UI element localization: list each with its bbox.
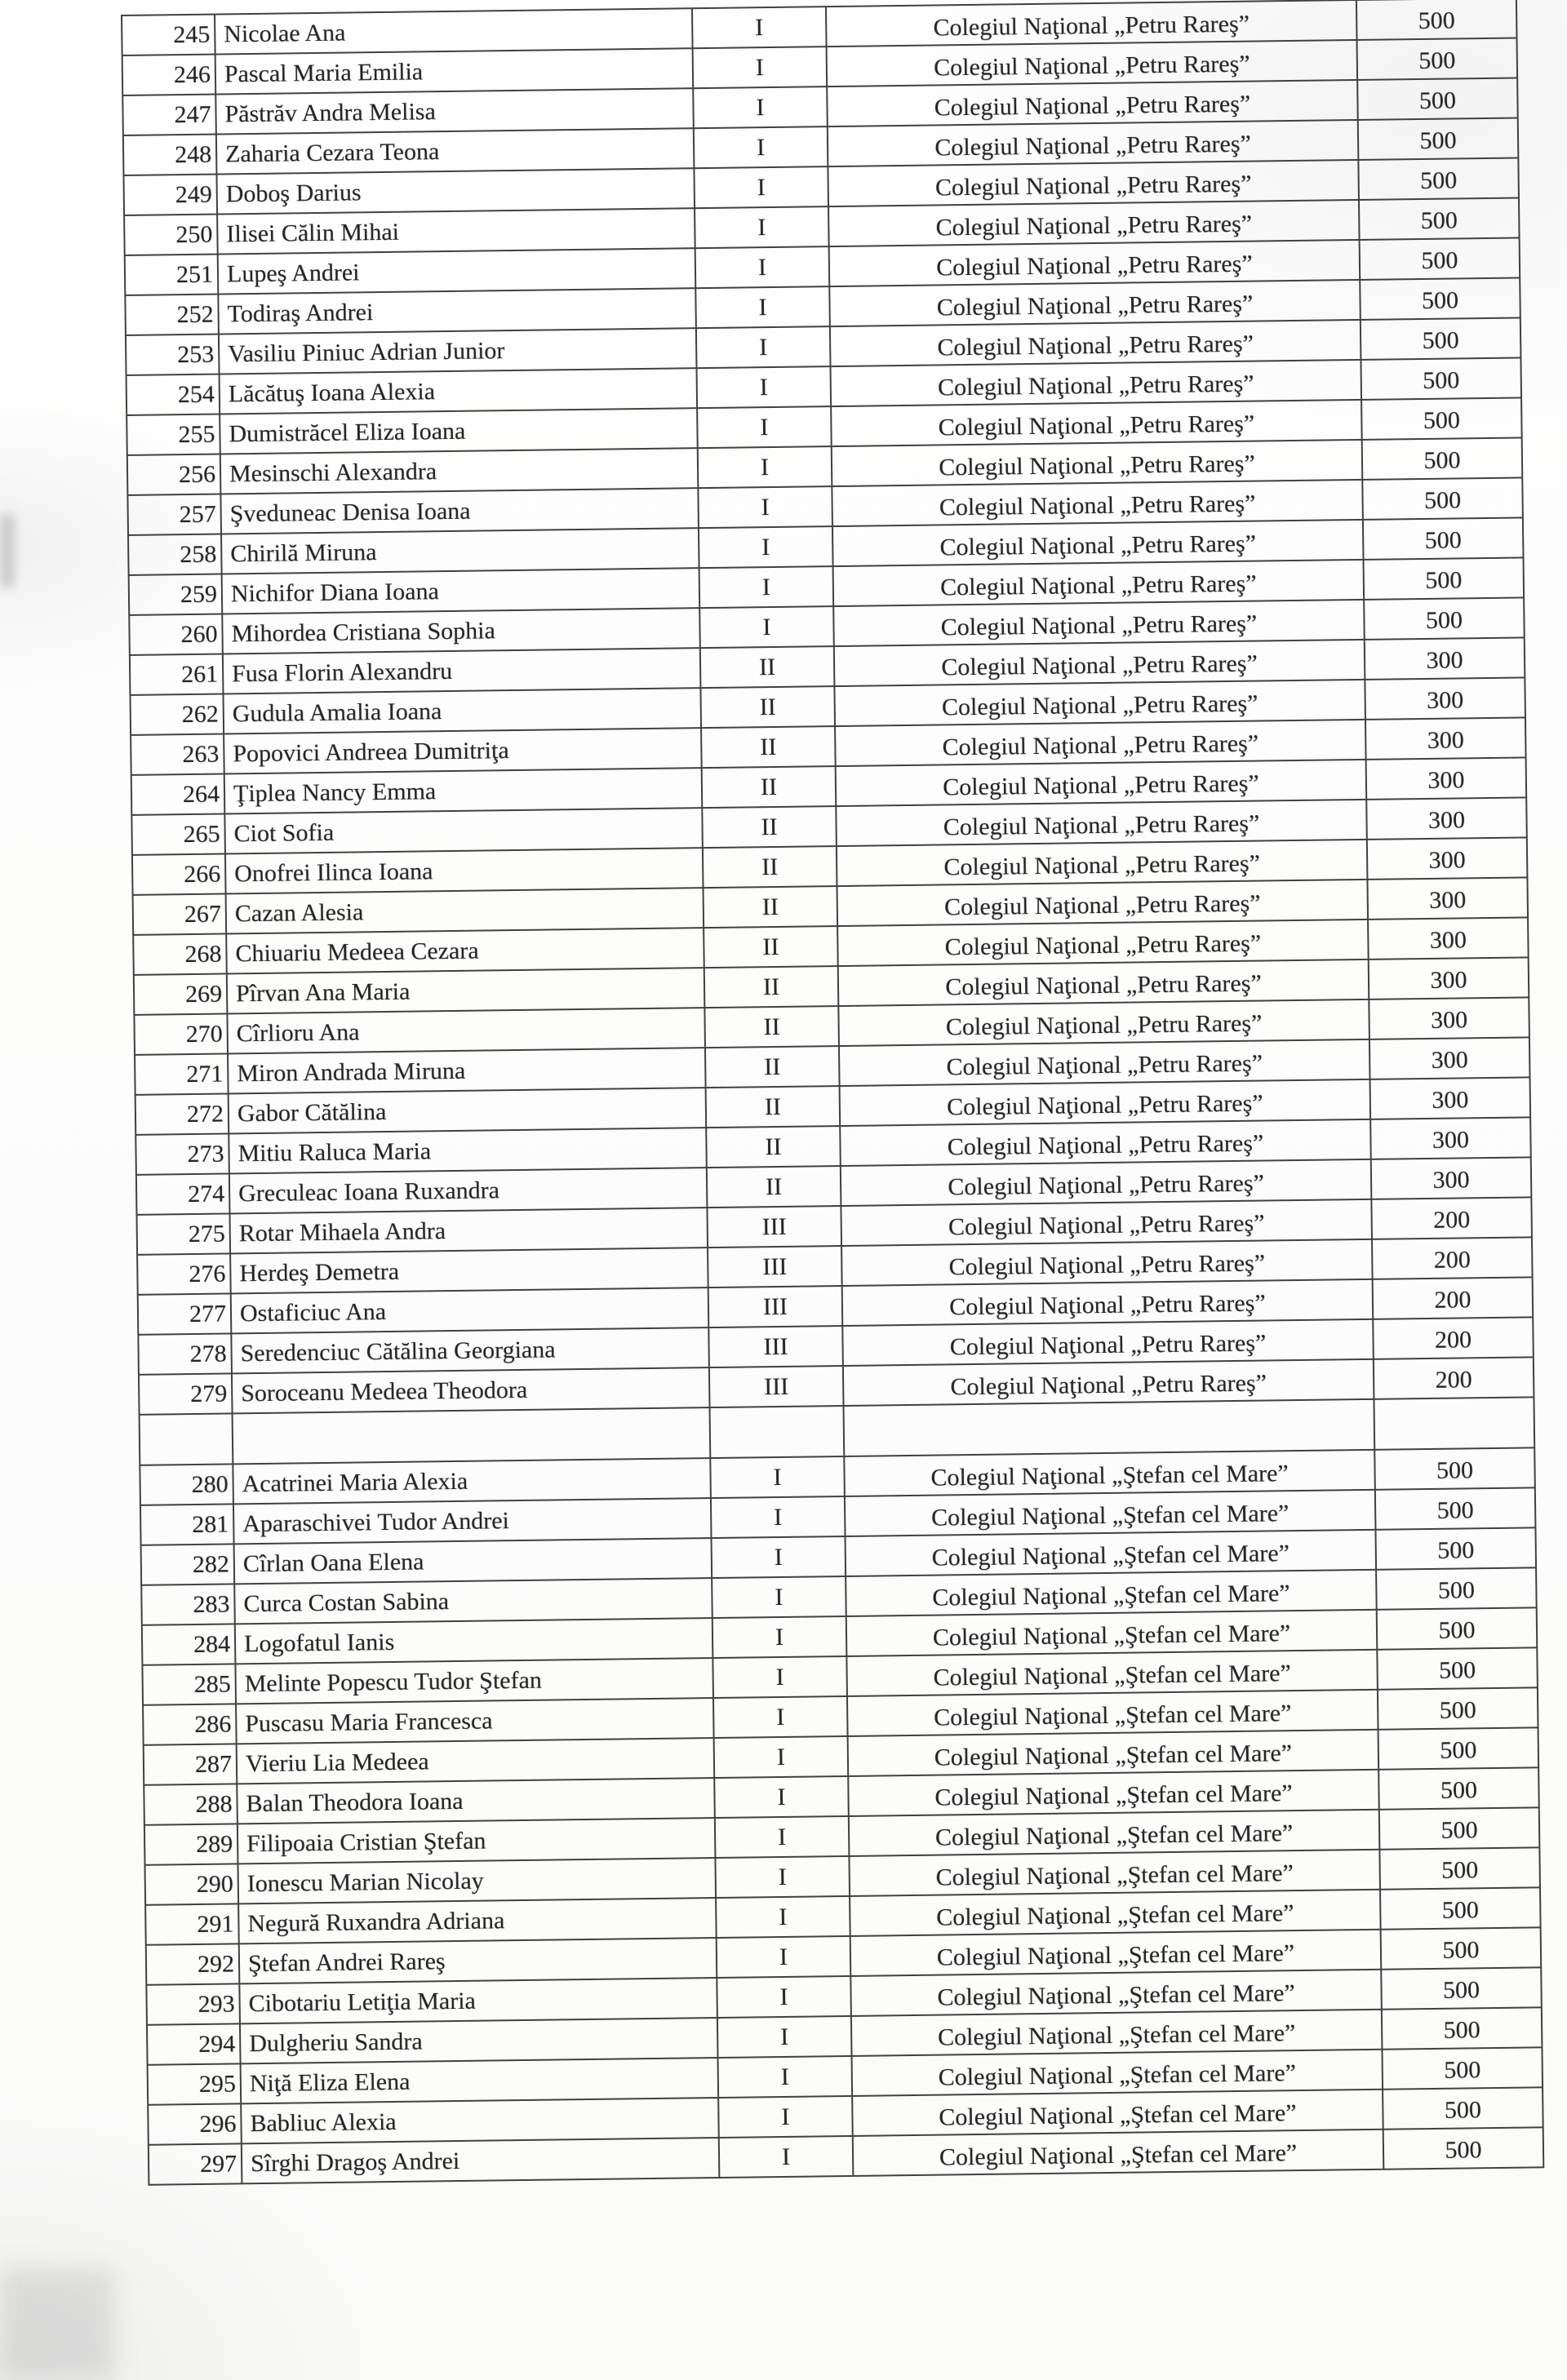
row-number-cell: 268 <box>133 933 227 974</box>
category-cell: II <box>700 646 835 688</box>
school-cell: Colegiul Naţional „Petru Rareş” <box>828 160 1359 206</box>
row-number-cell: 288 <box>144 1784 237 1824</box>
row-number-cell: 285 <box>142 1664 236 1704</box>
category-cell: II <box>704 966 839 1008</box>
category-cell: II <box>702 806 837 848</box>
row-number-cell: 263 <box>131 734 224 774</box>
category-cell: I <box>715 1816 850 1858</box>
student-name-cell: Melinte Popescu Tudor Ştefan <box>235 1658 713 1704</box>
student-name-cell: Acatrinei Maria Alexia <box>233 1458 711 1504</box>
row-number-cell: 251 <box>125 255 219 295</box>
student-name-cell: Babliuc Alexia <box>241 2098 719 2143</box>
category-cell: I <box>694 126 828 168</box>
category-cell: I <box>712 1616 847 1658</box>
category-cell: I <box>710 1456 845 1498</box>
student-name-cell: Aparaschivei Tudor Andrei <box>233 1498 712 1544</box>
category-cell: I <box>696 366 831 408</box>
school-cell: Colegiul Naţional „Petru Rareş” <box>841 1199 1372 1246</box>
amount-cell: 300 <box>1366 797 1527 839</box>
school-cell: Colegiul Naţional „Petru Rareş” <box>826 0 1357 47</box>
school-cell: Colegiul Naţional „Ştefan cel Mare” <box>847 1690 1378 1736</box>
amount-cell: 500 <box>1381 1967 1542 2009</box>
row-number-cell: 286 <box>143 1704 237 1744</box>
category-cell: III <box>708 1286 843 1327</box>
row-number-cell: 295 <box>148 2063 242 2104</box>
amount-cell: 500 <box>1364 557 1525 599</box>
scan-smudge <box>0 2268 114 2380</box>
student-name-cell: Pîrvan Ana Maria <box>227 968 705 1013</box>
row-number-cell: 294 <box>147 2023 241 2064</box>
amount-cell: 300 <box>1369 1037 1530 1079</box>
amount-cell: 500 <box>1375 1487 1536 1529</box>
row-number-cell: 254 <box>127 375 220 415</box>
row-number-cell: 282 <box>141 1544 235 1584</box>
row-number-cell: 289 <box>144 1824 238 1864</box>
school-cell: Colegiul Naţional „Petru Rareş” <box>832 520 1364 566</box>
student-name-cell: Rotar Mihaela Andra <box>229 1208 708 1253</box>
amount-cell: 300 <box>1366 757 1527 799</box>
amount-cell: 500 <box>1358 118 1519 160</box>
school-cell: Colegiul Naţional „Petru Rareş” <box>830 360 1361 406</box>
amount-cell: 500 <box>1361 317 1521 359</box>
school-cell: Colegiul Naţional „Petru Rareş” <box>841 1159 1372 1206</box>
row-number-cell: 265 <box>131 813 225 854</box>
student-name-cell: Păstrăv Andra Melisa <box>215 88 694 134</box>
student-name-cell: Gabor Cătălina <box>229 1088 707 1133</box>
amount-cell: 200 <box>1373 1277 1534 1319</box>
category-cell: I <box>695 246 830 288</box>
row-number-cell: 279 <box>139 1373 233 1414</box>
school-cell: Colegiul Naţional „Petru Rareş” <box>837 880 1368 926</box>
row-number-cell: 275 <box>136 1213 230 1254</box>
student-name-cell: Curca Costan Sabina <box>234 1578 712 1624</box>
scholarship-table <box>121 0 1544 2186</box>
student-name-cell: Chiuariu Medeea Cezara <box>226 928 704 973</box>
amount-cell: 500 <box>1378 1767 1539 1809</box>
amount-cell: 500 <box>1358 157 1519 199</box>
school-cell: Colegiul Naţional „Petru Rareş” <box>842 1279 1374 1326</box>
school-cell: Colegiul Naţional „Petru Rareş” <box>827 40 1358 86</box>
student-name-cell: Ostaficiuc Ana <box>231 1288 709 1333</box>
student-name-cell: Mihordea Cristiana Sophia <box>222 608 700 654</box>
student-name-cell: Vasiliu Piniuc Adrian Junior <box>219 328 697 374</box>
amount-cell: 500 <box>1379 1807 1540 1849</box>
row-number-cell: 252 <box>125 295 219 335</box>
school-cell: Colegiul Naţional „Ştefan cel Mare” <box>849 1850 1380 1896</box>
student-name-cell: Gudula Amalia Ioana <box>223 688 701 734</box>
student-name-cell: Balan Theodora Ioana <box>237 1778 715 1824</box>
school-cell: Colegiul Naţional „Petru Rareş” <box>834 680 1365 726</box>
amount-cell: 500 <box>1361 357 1521 399</box>
school-cell: Colegiul Naţional „Petru Rareş” <box>843 1359 1374 1406</box>
category-cell: I <box>693 47 828 88</box>
school-cell: Colegiul Naţional „Petru Rareş” <box>832 440 1363 486</box>
student-name-cell: Şveduneac Denisa Ioana <box>220 488 699 534</box>
category-cell: I <box>699 526 833 568</box>
amount-cell: 500 <box>1382 2047 1543 2089</box>
amount-cell: 500 <box>1381 1927 1542 1969</box>
amount-cell: 500 <box>1377 1647 1538 1689</box>
amount-cell: 300 <box>1369 957 1529 999</box>
student-name-cell: Sîrghi Dragoş Andrei <box>242 2138 720 2183</box>
category-cell: III <box>707 1206 841 1248</box>
category-cell: I <box>717 1976 851 2018</box>
category-cell: I <box>714 1736 849 1778</box>
row-number-cell: 272 <box>135 1093 229 1134</box>
row-number-cell: 274 <box>136 1173 230 1214</box>
category-cell: II <box>705 1046 840 1088</box>
student-name-cell: Seredenciuc Cătălina Georgiana <box>231 1327 709 1373</box>
category-cell: II <box>704 926 838 968</box>
category-cell: I <box>698 446 832 488</box>
category-cell: I <box>696 326 831 368</box>
category-cell: I <box>698 486 832 528</box>
school-cell: Colegiul Naţional „Petru Rareş” <box>840 1119 1371 1166</box>
school-cell: Colegiul Naţional „Petru Rareş” <box>833 600 1365 646</box>
amount-cell: 200 <box>1373 1317 1534 1358</box>
category-cell: III <box>708 1246 842 1288</box>
category-cell: I <box>695 286 830 328</box>
category-cell: I <box>718 2096 853 2138</box>
student-name-cell: Ţiplea Nancy Emma <box>224 768 703 813</box>
amount-cell: 500 <box>1360 237 1520 279</box>
category-cell: II <box>707 1166 841 1208</box>
amount-cell: 300 <box>1368 917 1529 959</box>
student-name-cell: Cibotariu Letiţia Maria <box>239 1978 717 2023</box>
student-name-cell: Nichifor Diana Ioana <box>222 568 700 614</box>
student-name-cell: Dulgheriu Sandra <box>240 2018 718 2063</box>
student-name-cell: Chirilă Miruna <box>221 528 699 574</box>
student-name-cell: Greculeac Ioana Ruxandra <box>229 1168 708 1213</box>
student-name-cell: Filipoaia Cristian Ştefan <box>237 1818 716 1864</box>
student-name-cell: Cazan Alesia <box>226 888 704 933</box>
school-cell: Colegiul Naţional „Ştefan cel Mare” <box>852 2050 1383 2096</box>
student-name-cell: Niţă Eliza Elena <box>241 2058 719 2103</box>
student-name-cell: Ionescu Marian Nicolay <box>237 1858 716 1904</box>
amount-cell: 500 <box>1378 1687 1538 1729</box>
amount-cell <box>1374 1397 1534 1449</box>
row-number-cell: 246 <box>122 55 216 95</box>
amount-cell: 300 <box>1365 717 1526 759</box>
student-name-cell: Ciot Sofia <box>224 808 703 853</box>
amount-cell: 500 <box>1376 1567 1537 1609</box>
amount-cell: 500 <box>1357 78 1518 120</box>
category-cell: II <box>702 766 837 808</box>
amount-cell: 500 <box>1375 1527 1536 1569</box>
row-number-cell: 264 <box>131 773 225 814</box>
student-name-cell: Fusa Florin Alexandru <box>223 648 701 694</box>
student-name-cell: Vieriu Lia Medeea <box>237 1738 715 1784</box>
category-cell: I <box>693 86 828 128</box>
school-cell: Colegiul Naţional „Petru Rareş” <box>828 200 1360 246</box>
row-number-cell: 281 <box>140 1504 234 1545</box>
student-name-cell: Doboş Darius <box>216 168 695 214</box>
school-cell: Colegiul Naţional „Petru Rareş” <box>831 400 1362 446</box>
school-cell: Colegiul Naţional „Petru Rareş” <box>837 920 1369 966</box>
category-cell: II <box>704 886 838 928</box>
amount-cell: 300 <box>1367 877 1528 919</box>
row-number-cell: 262 <box>130 694 224 734</box>
school-cell: Colegiul Naţional „Petru Rareş” <box>829 280 1361 326</box>
category-cell: I <box>717 1936 851 1978</box>
row-number-cell: 258 <box>128 534 222 575</box>
category-cell: I <box>719 2136 854 2178</box>
amount-cell: 500 <box>1383 2087 1543 2129</box>
category-cell: I <box>713 1696 848 1738</box>
category-cell: I <box>712 1536 846 1578</box>
school-cell <box>843 1399 1374 1456</box>
school-cell: Colegiul Naţional „Petru Rareş” <box>841 1239 1373 1286</box>
amount-cell: 500 <box>1377 1607 1538 1649</box>
row-number-cell: 296 <box>148 2103 242 2144</box>
category-cell: II <box>706 1086 841 1128</box>
school-cell: Colegiul Naţional „Petru Rareş” <box>835 720 1366 766</box>
student-name-cell: Lăcătuş Ioana Alexia <box>220 368 698 414</box>
school-cell: Colegiul Naţional „Ştefan cel Mare” <box>846 1570 1377 1616</box>
student-name-cell: Pascal Maria Emilia <box>215 48 694 94</box>
school-cell: Colegiul Naţional „Ştefan cel Mare” <box>850 1970 1382 2016</box>
school-cell: Colegiul Naţional „Ştefan cel Mare” <box>844 1450 1375 1496</box>
row-number-cell: 256 <box>127 454 221 495</box>
student-name-cell: Todiraş Andrei <box>218 288 696 334</box>
category-cell: I <box>694 166 828 208</box>
category-cell: I <box>712 1576 846 1618</box>
row-number-cell: 266 <box>132 853 226 894</box>
student-name-cell: Popovici Andreea Dumitriţa <box>224 728 702 773</box>
student-name-cell: Soroceanu Medeea Theodora <box>232 1367 710 1413</box>
row-number-cell: 278 <box>138 1333 232 1374</box>
category-cell: I <box>699 606 834 648</box>
amount-cell: 300 <box>1370 1077 1531 1119</box>
school-cell: Colegiul Naţional „Ştefan cel Mare” <box>848 1730 1379 1776</box>
category-cell: I <box>695 206 829 248</box>
row-number-cell <box>140 1413 233 1465</box>
row-number-cell: 276 <box>137 1253 231 1294</box>
amount-cell: 500 <box>1380 1887 1541 1929</box>
school-cell: Colegiul Naţional „Ştefan cel Mare” <box>849 1810 1380 1856</box>
school-cell: Colegiul Naţional „Petru Rareş” <box>833 560 1365 606</box>
scan-area <box>121 0 1544 2186</box>
student-name-cell: Dumistrăcel Eliza Ioana <box>220 408 698 454</box>
student-name-cell: Nicolae Ana <box>215 8 693 54</box>
amount-cell: 500 <box>1362 477 1523 519</box>
category-cell: I <box>717 2016 852 2058</box>
school-cell: Colegiul Naţional „Ştefan cel Mare” <box>853 2130 1384 2176</box>
row-number-cell: 284 <box>142 1624 236 1664</box>
row-number-cell: 253 <box>126 335 220 375</box>
row-number-cell: 255 <box>127 414 220 455</box>
category-cell: I <box>714 1776 849 1818</box>
school-cell: Colegiul Naţional „Ştefan cel Mare” <box>850 1890 1381 1936</box>
category-cell: I <box>712 1656 847 1698</box>
row-number-cell: 245 <box>122 15 215 55</box>
amount-cell: 500 <box>1379 1847 1540 1889</box>
category-cell: II <box>704 1006 839 1048</box>
school-cell: Colegiul Naţional „Petru Rareş” <box>832 480 1363 526</box>
amount-cell: 500 <box>1357 38 1518 80</box>
student-name-cell: Ştefan Andrei Rareş <box>239 1938 717 1983</box>
amount-cell: 200 <box>1372 1237 1533 1279</box>
category-cell: I <box>715 1856 850 1898</box>
student-name-cell: Logofatul Ianis <box>235 1618 713 1664</box>
amount-cell: 500 <box>1364 597 1525 639</box>
school-cell: Colegiul Naţional „Petru Rareş” <box>839 1039 1370 1086</box>
row-number-cell: 283 <box>141 1584 235 1624</box>
school-cell: Colegiul Naţional „Ştefan cel Mare” <box>852 2090 1383 2136</box>
student-name-cell: Ilisei Călin Mihai <box>217 208 695 254</box>
student-name-cell: Zaharia Cezara Teona <box>216 128 695 174</box>
row-number-cell: 293 <box>146 1983 240 2024</box>
school-cell: Colegiul Naţional „Ştefan cel Mare” <box>848 1770 1379 1816</box>
school-cell: Colegiul Naţional „Petru Rareş” <box>828 120 1359 166</box>
row-number-cell: 270 <box>134 1013 228 1054</box>
amount-cell: 300 <box>1369 997 1529 1039</box>
school-cell: Colegiul Naţional „Petru Rareş” <box>842 1319 1374 1366</box>
amount-cell: 500 <box>1378 1727 1539 1769</box>
amount-cell: 300 <box>1367 837 1528 879</box>
school-cell: Colegiul Naţional „Ştefan cel Mare” <box>851 2010 1383 2056</box>
row-number-cell: 257 <box>127 494 221 535</box>
row-number-cell: 247 <box>122 95 216 135</box>
school-cell: Colegiul Naţional „Petru Rareş” <box>836 760 1367 806</box>
row-number-cell: 290 <box>144 1864 238 1904</box>
school-cell: Colegiul Naţional „Petru Rareş” <box>840 1079 1371 1126</box>
row-number-cell: 261 <box>130 654 224 694</box>
category-cell: I <box>711 1496 846 1538</box>
table-body <box>122 0 1543 2185</box>
row-number-cell: 292 <box>146 1943 240 1984</box>
row-number-cell: 297 <box>149 2143 242 2184</box>
row-number-cell: 267 <box>133 893 227 934</box>
row-number-cell: 250 <box>124 215 218 255</box>
school-cell: Colegiul Naţional „Petru Rareş” <box>829 240 1361 286</box>
row-number-cell: 291 <box>145 1904 239 1944</box>
student-name-cell: Puscasu Maria Francesca <box>236 1698 714 1744</box>
student-name-cell: Lupeş Andrei <box>218 248 696 294</box>
school-cell: Colegiul Naţional „Petru Rareş” <box>830 320 1361 366</box>
student-name-cell <box>233 1407 711 1464</box>
amount-cell: 500 <box>1383 2127 1544 2169</box>
amount-cell: 200 <box>1371 1197 1532 1239</box>
amount-cell: 500 <box>1362 437 1523 479</box>
school-cell: Colegiul Naţional „Ştefan cel Mare” <box>846 1610 1378 1656</box>
school-cell: Colegiul Naţional „Petru Rareş” <box>838 999 1369 1046</box>
row-number-cell: 287 <box>144 1744 237 1784</box>
category-cell: II <box>700 686 835 728</box>
row-number-cell: 269 <box>134 973 228 1014</box>
school-cell: Colegiul Naţional „Petru Rareş” <box>837 840 1368 886</box>
student-name-cell: Mesinschi Alexandra <box>220 448 699 494</box>
school-cell: Colegiul Naţional „Ştefan cel Mare” <box>846 1650 1378 1696</box>
school-cell: Colegiul Naţional „Petru Rareş” <box>836 800 1367 846</box>
student-name-cell: Cîrlan Oana Elena <box>234 1538 712 1584</box>
school-cell: Colegiul Naţional „Petru Rareş” <box>827 80 1358 126</box>
row-number-cell: 280 <box>140 1464 233 1505</box>
category-cell: I <box>699 566 834 608</box>
school-cell: Colegiul Naţional „Ştefan cel Mare” <box>845 1490 1376 1536</box>
amount-cell: 300 <box>1371 1157 1532 1199</box>
student-name-cell: Onofrei Ilinca Ioana <box>225 848 704 893</box>
student-name-cell: Cîrlioru Ana <box>227 1008 705 1053</box>
category-cell: II <box>703 846 837 888</box>
category-cell: I <box>716 1896 850 1938</box>
school-cell: Colegiul Naţional „Petru Rareş” <box>838 960 1369 1006</box>
category-cell <box>710 1406 845 1458</box>
row-number-cell: 273 <box>135 1133 229 1174</box>
amount-cell: 500 <box>1356 0 1517 40</box>
row-number-cell: 249 <box>123 175 217 215</box>
row-number-cell: 277 <box>138 1293 232 1334</box>
category-cell: I <box>692 7 827 48</box>
student-name-cell: Negură Ruxandra Adriana <box>238 1898 717 1943</box>
row-number-cell: 271 <box>135 1053 229 1094</box>
category-cell: II <box>706 1126 841 1168</box>
student-name-cell: Herdeş Demetra <box>230 1248 708 1293</box>
school-cell: Colegiul Naţional „Ştefan cel Mare” <box>846 1530 1377 1576</box>
student-name-cell: Miron Andrada Miruna <box>228 1048 706 1093</box>
amount-cell: 500 <box>1361 397 1522 439</box>
category-cell: II <box>701 726 836 768</box>
amount-cell: 200 <box>1374 1357 1534 1398</box>
row-number-cell: 260 <box>129 614 223 654</box>
amount-cell: 500 <box>1363 517 1524 559</box>
school-cell: Colegiul Naţional „Ştefan cel Mare” <box>850 1930 1382 1976</box>
category-cell: I <box>718 2056 853 2098</box>
amount-cell: 500 <box>1382 2007 1543 2049</box>
category-cell: III <box>708 1326 843 1367</box>
amount-cell: 500 <box>1360 277 1520 319</box>
row-number-cell: 248 <box>123 135 217 175</box>
category-cell: I <box>697 406 832 448</box>
category-cell: III <box>709 1366 844 1407</box>
amount-cell: 300 <box>1370 1117 1531 1159</box>
amount-cell: 500 <box>1374 1447 1535 1489</box>
amount-cell: 300 <box>1365 637 1525 679</box>
school-cell: Colegiul Naţional „Petru Rareş” <box>834 640 1365 686</box>
student-name-cell: Mitiu Raluca Maria <box>229 1128 707 1173</box>
row-number-cell: 259 <box>129 574 223 615</box>
scan-smudge <box>0 514 15 587</box>
amount-cell: 300 <box>1365 677 1525 719</box>
amount-cell: 500 <box>1359 197 1520 239</box>
